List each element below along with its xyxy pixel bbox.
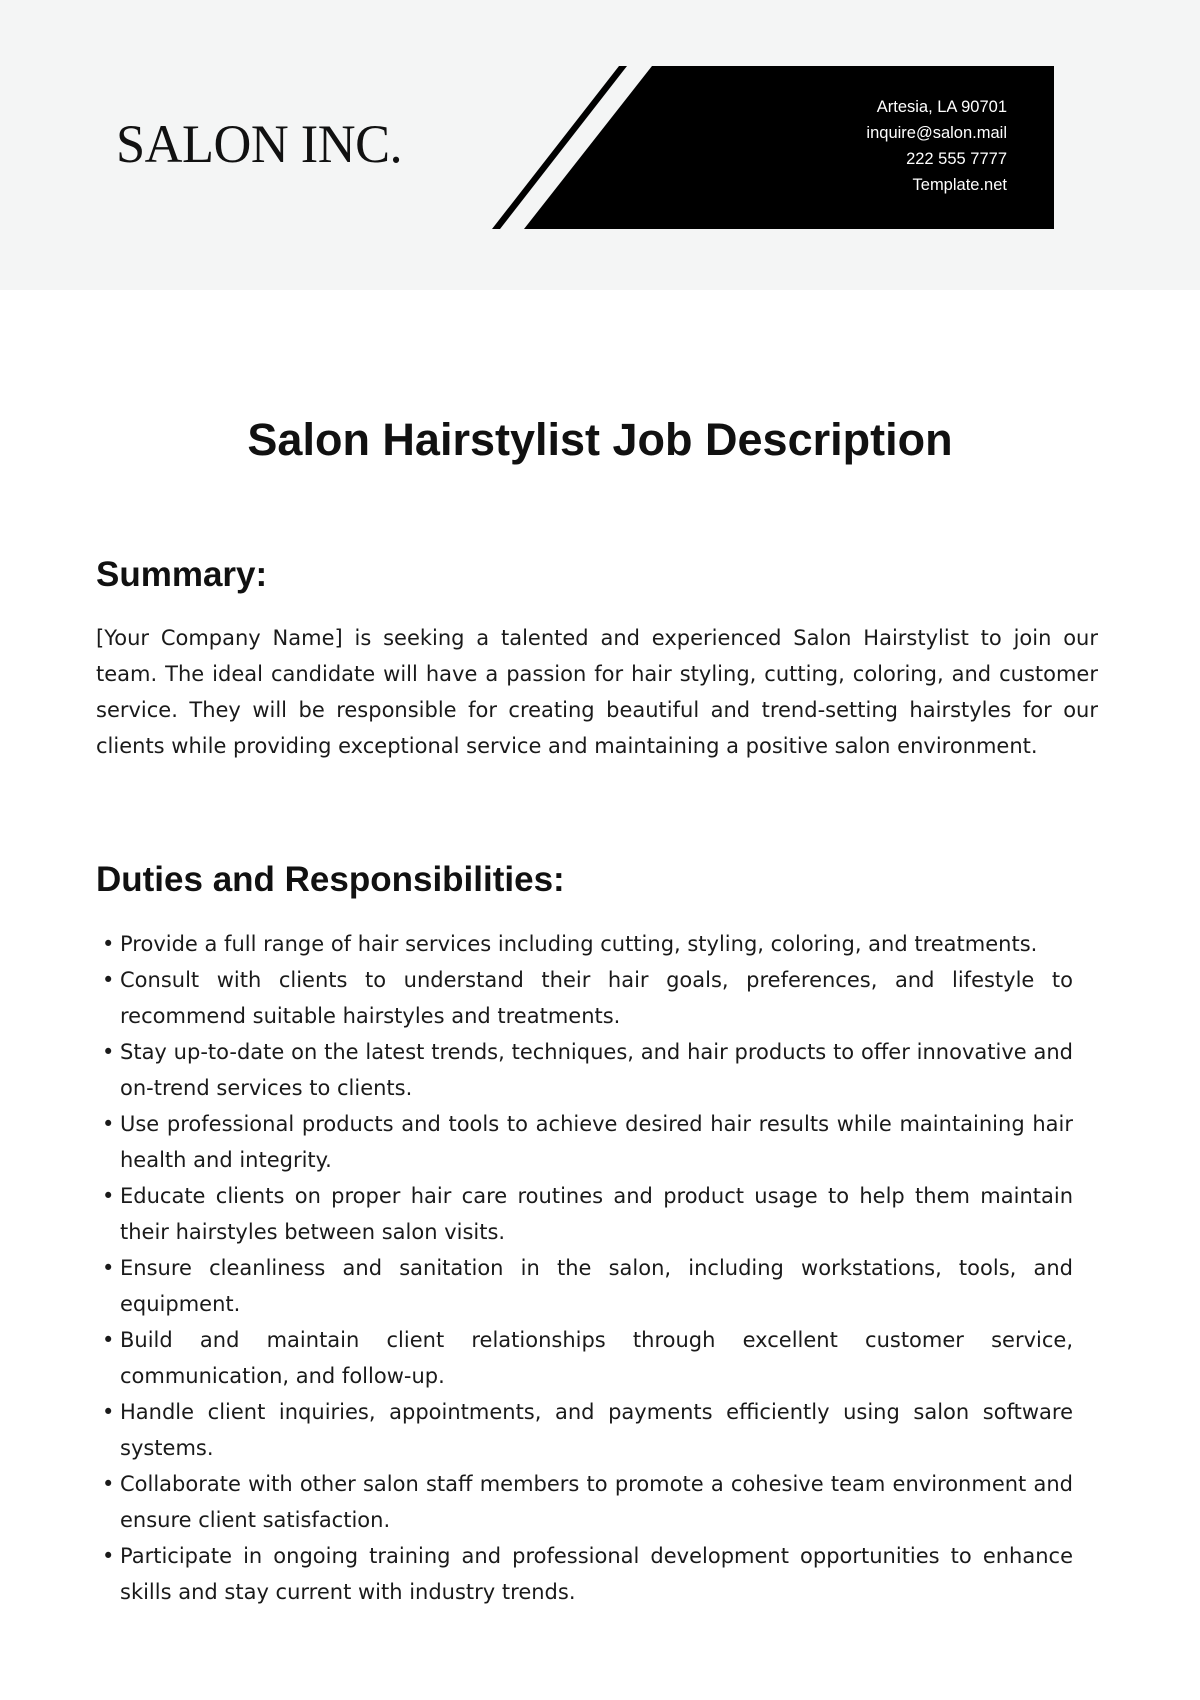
duty-item: [96, 1178, 1073, 1250]
duty-item: [96, 1250, 1073, 1322]
bullet-icon: •: [102, 1256, 115, 1280]
document-title: Salon Hairstylist Job Description: [247, 414, 953, 465]
company-logo: SALON INC.: [116, 114, 403, 174]
bullet-icon: •: [102, 1400, 115, 1424]
summary-heading: Summary:: [96, 555, 268, 594]
bullet-icon: •: [102, 1544, 115, 1568]
duty-item: [96, 1322, 1073, 1394]
contact-block-graphic: [0, 0, 1200, 290]
duty-item: [96, 1034, 1073, 1106]
duty-item: [96, 1466, 1073, 1538]
contact-email: inquire@salon.mail: [866, 124, 1007, 142]
duty-text: Provide a full range of hair services including cutting, styling, coloring, and treatments.: [120, 932, 1038, 956]
duty-text: Participate in ongoing training and professional development opportunities to enhance skills and stay current with industry trends.: [120, 1544, 1073, 1604]
bullet-icon: •: [102, 1328, 115, 1352]
bullet-icon: •: [102, 1472, 115, 1496]
duty-item: [96, 1394, 1073, 1466]
bullet-icon: •: [102, 1184, 115, 1208]
duty-text: Educate clients on proper hair care routines and product usage to help them maintain their hairstyles between salon visits.: [120, 1184, 1073, 1244]
duty-text: Build and maintain client relationships through excellent customer service, communication, and follow-up.: [120, 1328, 1073, 1388]
contact-phone: 222 555 7777: [906, 150, 1007, 168]
duty-text: Stay up-to-date on the latest trends, techniques, and hair products to offer innovative and on-trend services to clients.: [120, 1040, 1073, 1100]
header-band: [0, 0, 1200, 290]
bullet-icon: •: [102, 932, 115, 956]
duties-heading: Duties and Responsibilities:: [96, 860, 565, 899]
bullet-icon: •: [102, 1040, 115, 1064]
bullet-icon: •: [102, 1112, 115, 1136]
contact-info: [866, 94, 1007, 198]
duty-item: [96, 962, 1073, 1034]
duty-item: [96, 1106, 1073, 1178]
contact-website: Template.net: [912, 176, 1007, 194]
duty-text: Collaborate with other salon staff members to promote a cohesive team environment and ensure client satisfaction.: [120, 1472, 1073, 1532]
duty-text: Ensure cleanliness and sanitation in the salon, including workstations, tools, and equipment.: [120, 1256, 1073, 1316]
duty-text: Use professional products and tools to achieve desired hair results while maintaining hair health and integrity.: [120, 1112, 1073, 1172]
duty-text: Consult with clients to understand their hair goals, preferences, and lifestyle to recommend suitable hairstyles and treatments.: [120, 968, 1073, 1028]
duty-item: [96, 1538, 1073, 1610]
duty-text: Handle client inquiries, appointments, and payments efficiently using salon software systems.: [120, 1400, 1073, 1460]
bullet-icon: •: [102, 968, 115, 992]
contact-address: Artesia, LA 90701: [876, 98, 1007, 116]
duty-item: [96, 926, 1073, 962]
duties-list: [96, 926, 1073, 1610]
summary-paragraph: [Your Company Name] is seeking a talented and experienced Salon Hairstylist to join our team. The ideal candidate will have a passion for hair styling, cutting, coloring, and customer service. They will be responsible for creating beautiful and trend-setting hairstyles for our clients while providing exceptional service and maintaining a positive salon environment.: [96, 626, 1098, 758]
